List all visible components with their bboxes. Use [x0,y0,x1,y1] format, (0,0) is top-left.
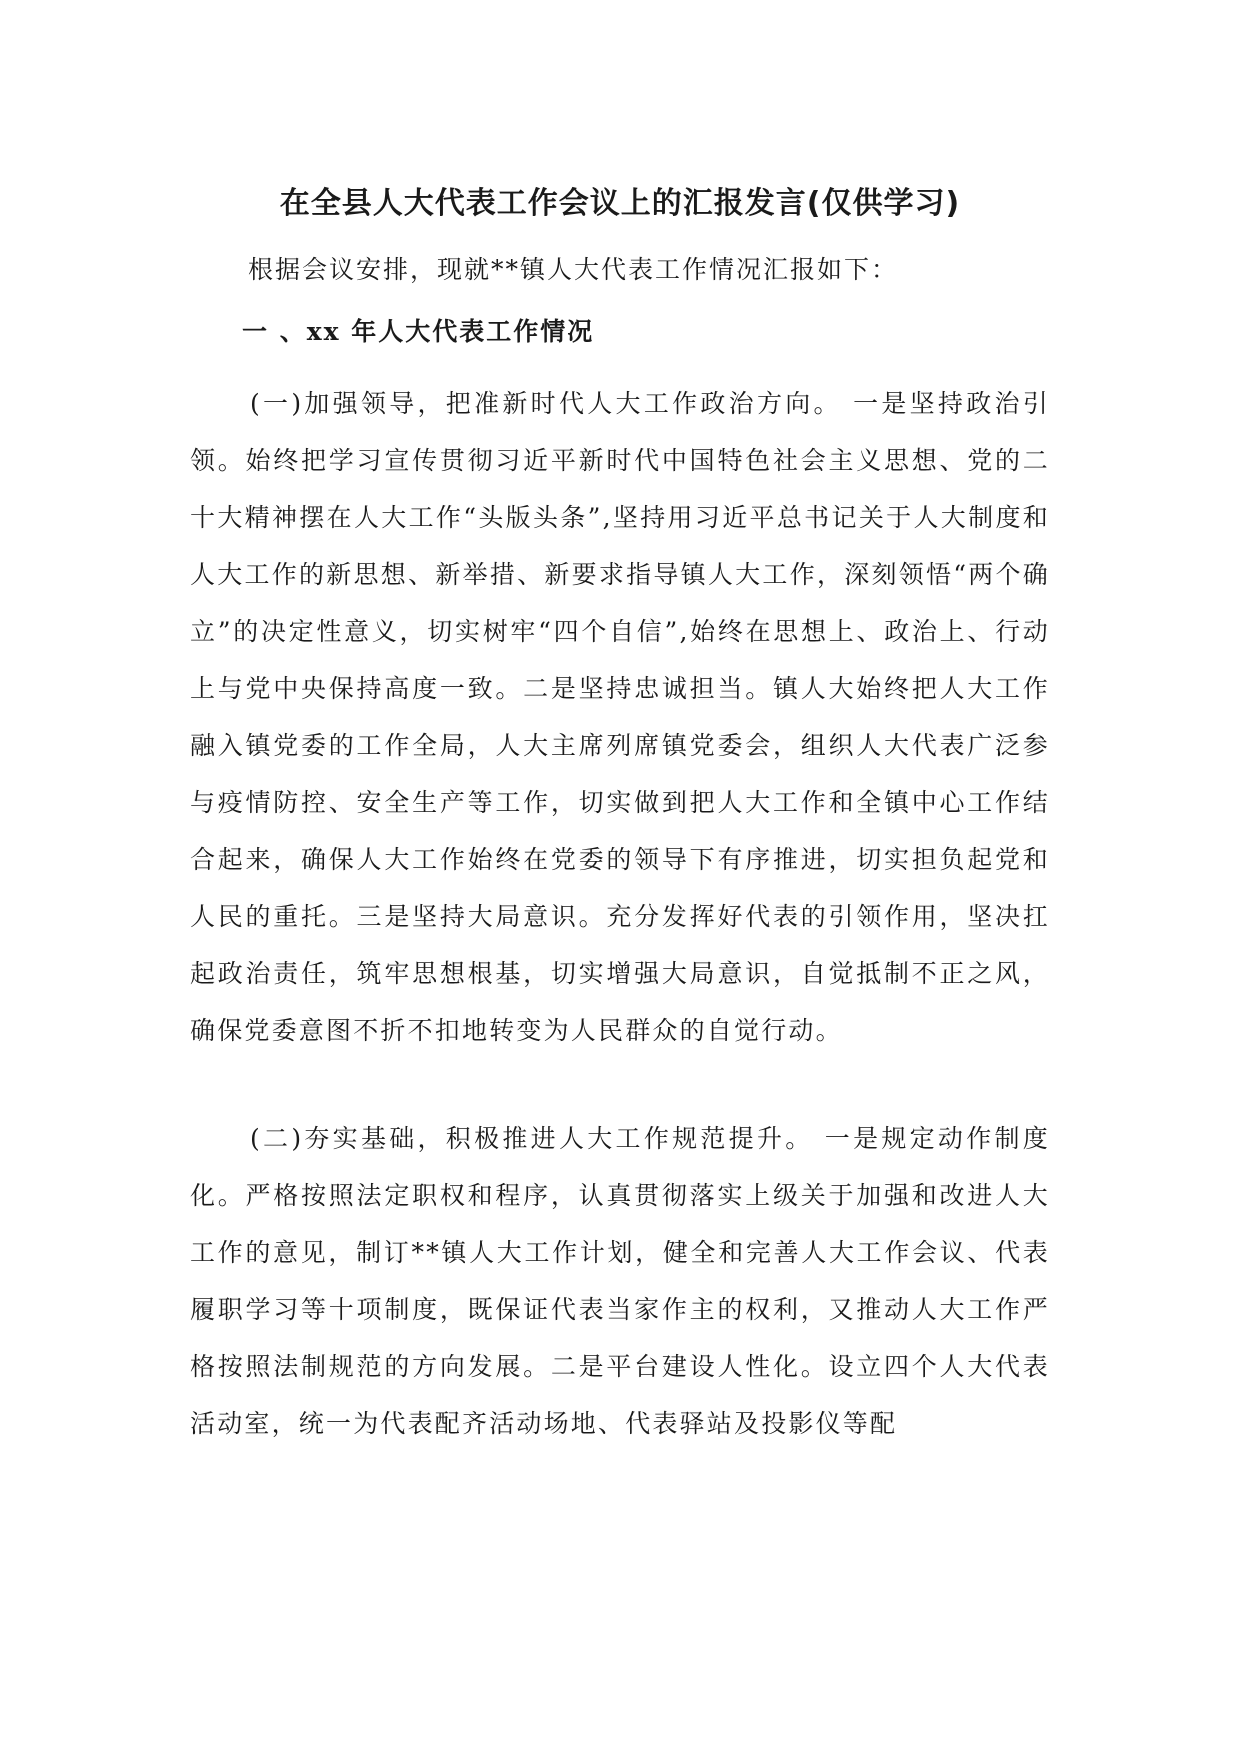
section-heading: 一 、xx 年人大代表工作情况 [242,317,595,346]
body-paragraph-1: (一)加强领导，把准新时代人大工作政治方向。 一是坚持政治引领。始终把学习宣传贯彻习近平新时代中国特色社会主义思想、党的二十大精神摆在人大工作“头版头条”,坚持用习近平总书记关于人大制度和人大工作的新思想、新举措、新要求指导镇人大工作，深刻领悟“两个确立”的决定性意义，切实树牢“四个自信”,始终在思想上、政治上、行动上与党中央保持高度一致。二是坚持忠诚担当。镇人大始终把人大工作融入镇党委的工作全局，人大主席列席镇党委会，组织人大代表广泛参与疫情防控、安全生产等工作，切实做到把人大工作和全镇中心工作结合起来，确保人大工作始终在党委的领导下有序推进，切实担负起党和人民的重托。三是坚持大局意识。充分发挥好代表的引领作用，坚决扛起政治责任，筑牢思想根基，切实增强大局意识，自觉抵制不正之风，确保党委意图不折不扣地转变为人民群众的自觉行动。 [190,389,1050,1045]
body-paragraph-2: (二)夯实基础，积极推进人大工作规范提升。 一是规定动作制度化。严格按照法定职权和程序，认真贯彻落实上级关于加强和改进人大工作的意见，制订**镇人大工作计划，健全和完善人大工作会议、代表履职学习等十项制度，既保证代表当家作主的权利，又推动人大工作严格按照法制规范的方向发展。二是平台建设人性化。设立四个人大代表活动室，统一为代表配齐活动场地、代表驿站及投影仪等配 [190,1124,1050,1438]
intro-paragraph: 根据会议安排，现就**镇人大代表工作情况汇报如下： [248,255,899,284]
document-title: 在全县人大代表工作会议上的汇报发言(仅供学习) [279,186,961,221]
